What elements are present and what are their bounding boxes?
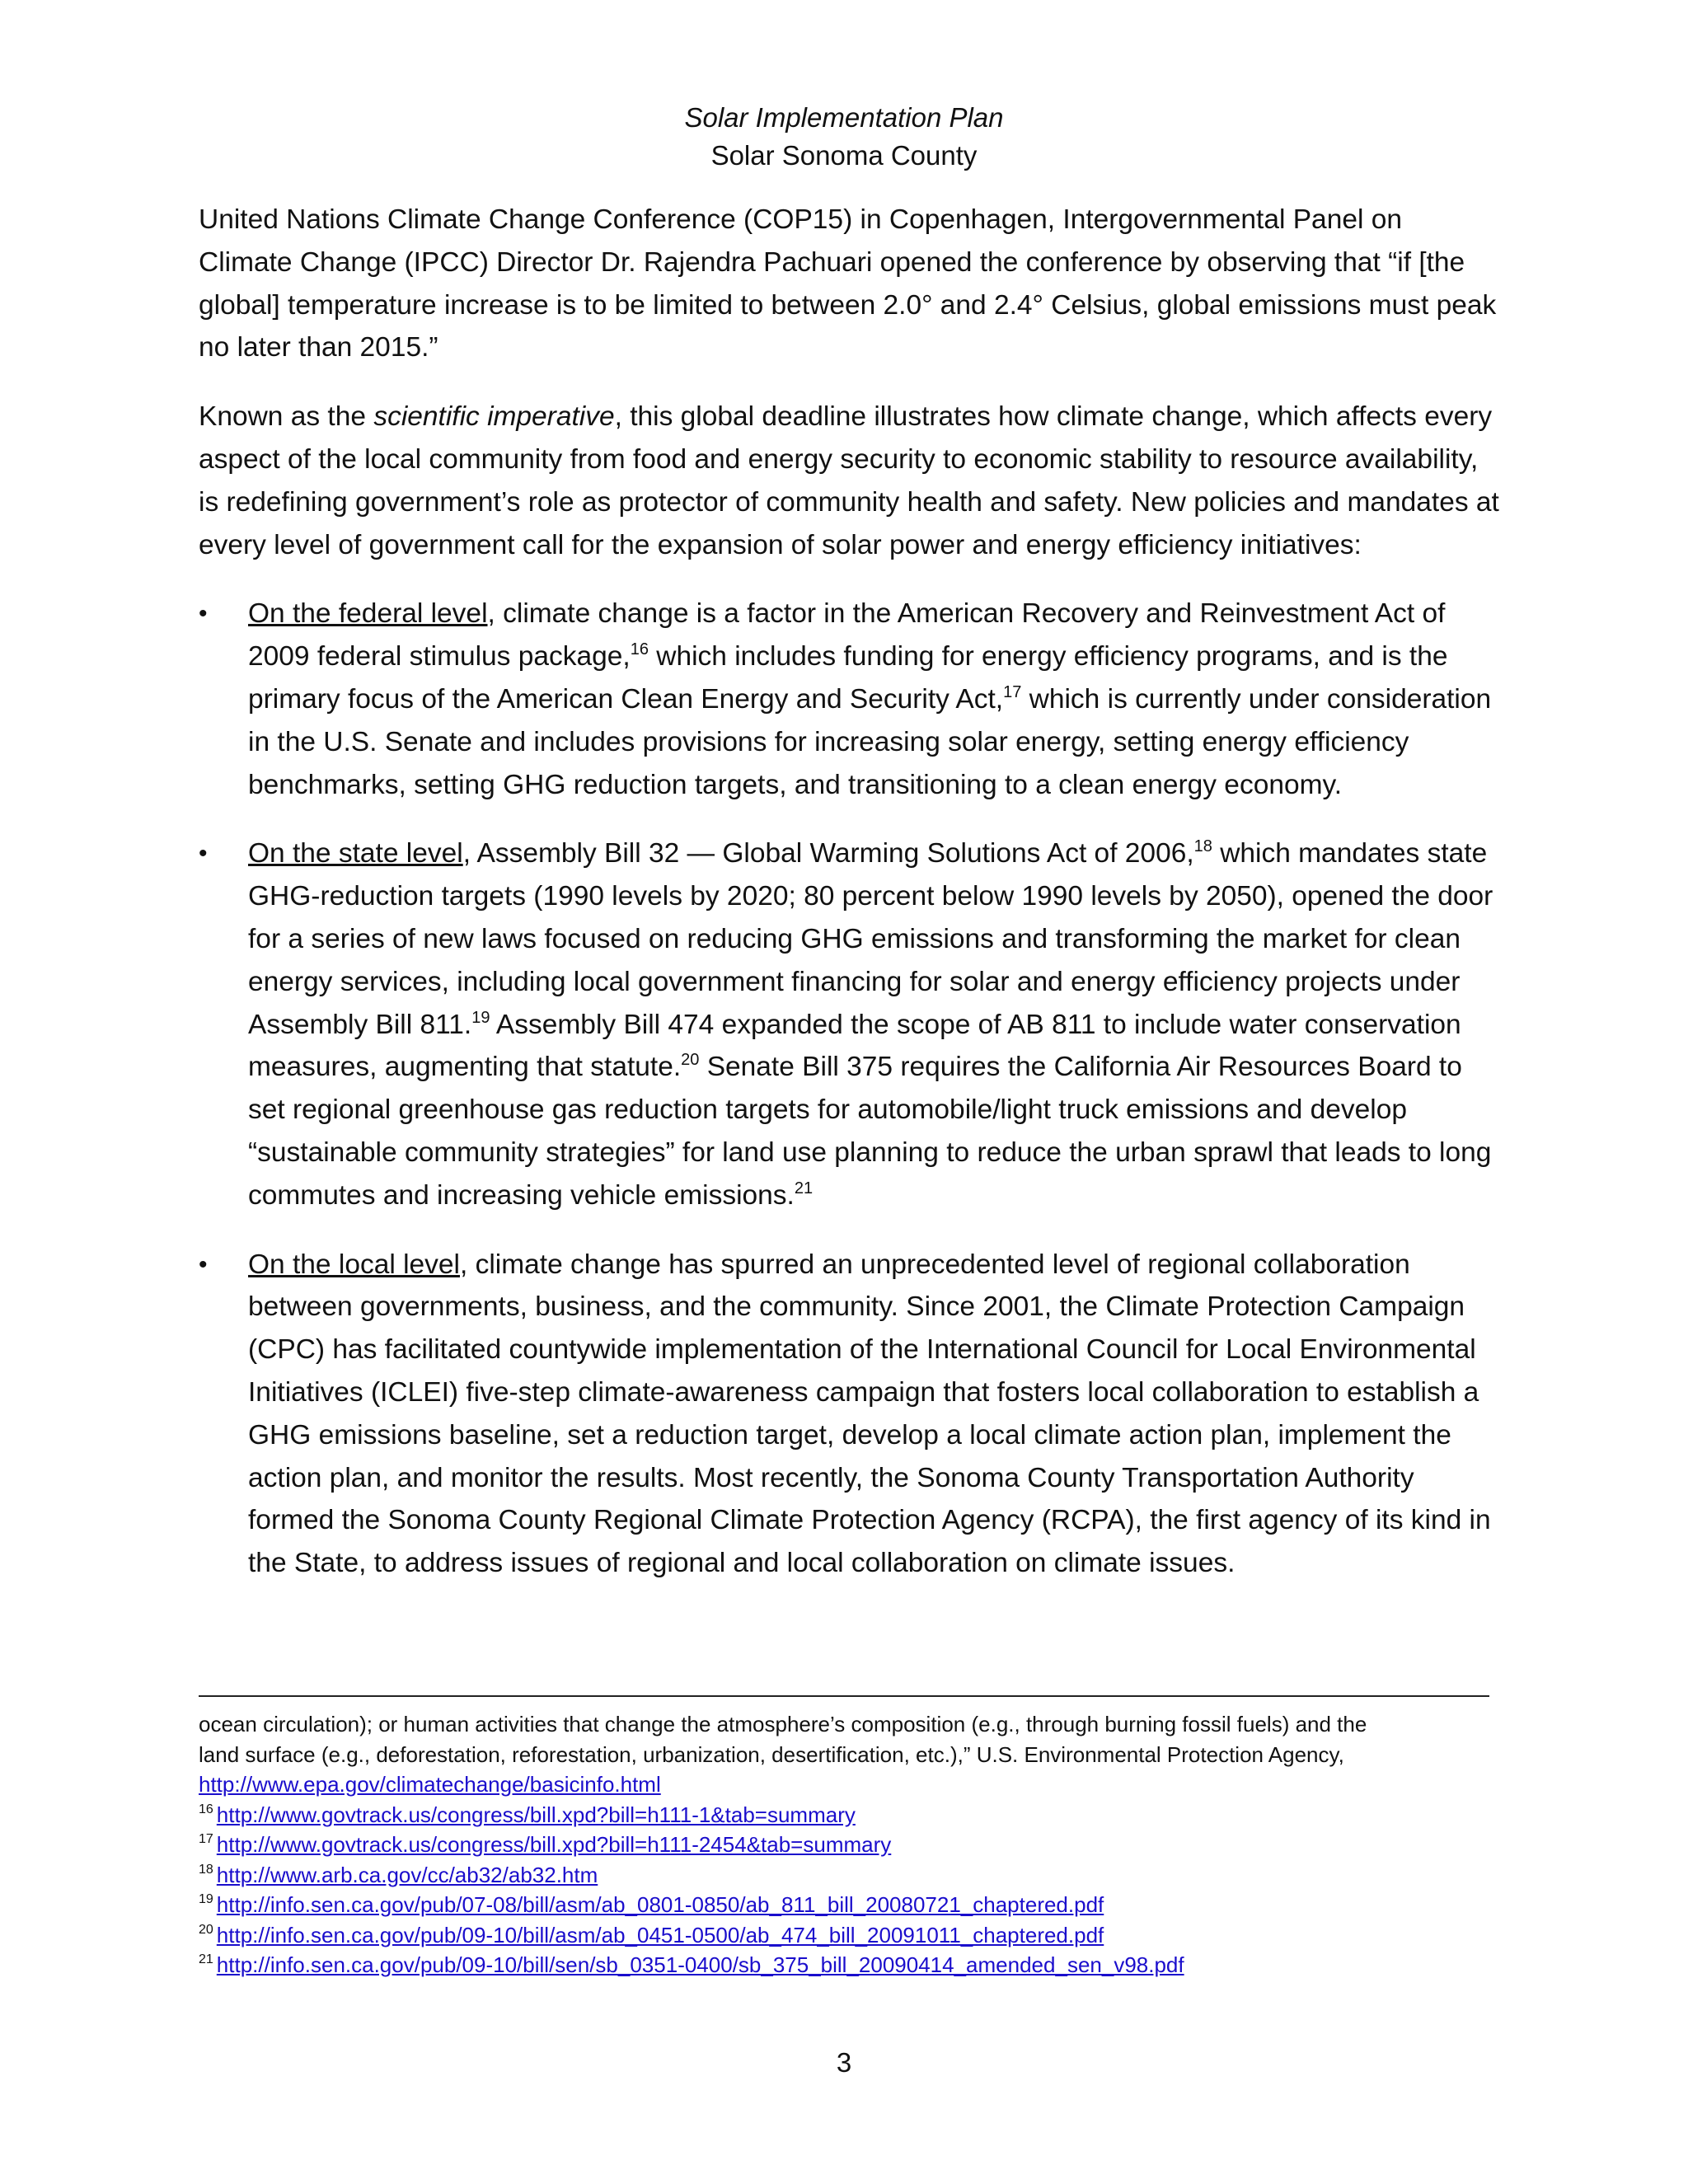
footnote-link[interactable]: http://info.sen.ca.gov/pub/09-10/bill/sen/sb_0351-0400/sb_375_bill_20090414_amended_sen_v98.pdf	[216, 1952, 1184, 1977]
footnote-19	[199, 1890, 1501, 1920]
federal-text: which includes funding for energy efficiency programs, and is the primary focus of the American Clean Energy and Security Act,	[248, 641, 1448, 715]
footnote-number: 18	[199, 1862, 213, 1877]
federal-text: which is currently under consideration in the U.S. Senate and includes provisions for increasing solar energy, setting energy efficiency benchmarks, setting GHG reduction targets, and transitioning to a clean energy economy.	[248, 683, 1492, 800]
footnote-continuation-link-row	[199, 1769, 1501, 1800]
footnote-ref[interactable]: 18	[1193, 837, 1212, 856]
federal-text: , climate change is a factor in the American Recovery and Reinvestment Act of 2009 federal stimulus package,	[248, 598, 1446, 673]
footnote-continuation-line: ocean circulation); or human activities that change the atmosphere’s composition (e.g., through burning fossil fuels) and the	[199, 1712, 1367, 1736]
footnote-link[interactable]: http://www.arb.ca.gov/cc/ab32/ab32.htm	[216, 1862, 598, 1887]
footnote-ref[interactable]: 16	[630, 640, 649, 659]
state-text: Assembly Bill 474 expanded the scope of AB 811 to include water conservation measures, augmenting that statute.	[248, 1009, 1461, 1083]
footnote-21	[199, 1950, 1501, 1980]
local-level-heading: On the local level	[248, 1249, 460, 1280]
footnote-ref[interactable]: 19	[471, 1008, 490, 1027]
list-item-state	[199, 832, 1501, 1216]
list-item-federal	[199, 593, 1501, 806]
government-level-list	[199, 593, 1501, 1585]
state-level-heading: On the state level	[248, 838, 463, 869]
paragraph-cop15: United Nations Climate Change Conference (COP15) in Copenhagen, Intergovernmental Panel on Climate Change (IPCC) Director Dr. Rajendra Pachuari opened the conference by observing that “if [the global] temperature increase is to be limited to between 2.0° and 2.4° Celsius, global emissions must peak no later than 2015.”	[199, 204, 1497, 363]
bullet-marker: •	[199, 840, 208, 868]
footnote-number: 21	[199, 1952, 213, 1966]
federal-level-heading: On the federal level	[248, 598, 488, 630]
running-header	[0, 99, 1688, 175]
body-text	[199, 199, 1501, 1611]
footnote-16	[199, 1800, 1501, 1830]
list-item-local	[199, 1244, 1501, 1585]
footnote-link[interactable]: http://www.govtrack.us/congress/bill.xpd?bill=h111-1&tab=summary	[216, 1802, 856, 1827]
local-text: , climate change has spurred an unprecedented level of regional collaboration between governments, business, and the community. Since 2001, the Climate Protection Campaign (CPC) has facilitated countywide implementation of the International Council for Local Environmental Initiatives (ICLEI) five-step climate-awareness campaign that fosters local collaboration to establish a GHG emissions baseline, set a reduction target, develop a local climate action plan, implement the action plan, and monitor the results. Most recently, the Sonoma County Transportation Authority formed the Sonoma County Regional Climate Protection Agency (RCPA), the first agency of its kind in the State, to address issues of regional and local collaboration on climate issues.	[248, 1249, 1491, 1579]
state-text: which mandates state GHG-reduction targets (1990 levels by 2020; 80 percent below 1990 levels by 2050), opened the door for a series of new laws focused on reducing GHG emissions and transforming the market for clean energy services, including local government financing for solar and energy efficiency projects under Assembly Bill 811.	[248, 838, 1493, 1040]
footnote-ref[interactable]: 17	[1003, 682, 1022, 701]
header-subtitle: Solar Sonoma County	[710, 140, 978, 171]
paragraph-text: , this global deadline illustrates how climate change, which affects every aspect of the local community from food and energy security to economic stability to resource availability, is redefining government’s role as protector of community health and safety. New policies and mandates at every level of government call for the expansion of solar power and energy efficiency initiatives:	[199, 401, 1499, 560]
footnote-link[interactable]: http://info.sen.ca.gov/pub/09-10/bill/asm/ab_0451-0500/ab_474_bill_20091011_chaptered.pdf	[216, 1922, 1104, 1947]
epa-link[interactable]: http://www.epa.gov/climatechange/basicinfo.html	[199, 1772, 661, 1797]
footnote-link[interactable]: http://info.sen.ca.gov/pub/07-08/bill/asm/ab_0801-0850/ab_811_bill_20080721_chaptered.pdf	[216, 1892, 1104, 1917]
footnote-number: 17	[199, 1832, 213, 1846]
footnote-continuation-line: land surface (e.g., deforestation, reforestation, urbanization, desertification, etc.),” U.S. Environmental Protection Agency,	[199, 1741, 1344, 1767]
footnote-number: 19	[199, 1892, 213, 1906]
bullet-marker: •	[199, 600, 208, 628]
footnote-18	[199, 1860, 1501, 1891]
footnote-separator	[199, 1695, 1489, 1697]
state-text: Senate Bill 375 requires the California Air Resources Board to set regional greenhouse gas reduction targets for automobile/light truck emissions and develop “sustainable community strategies” for land use planning to reduce the urban sprawl that leads to long commutes and increasing vehicle emissions.	[248, 1052, 1492, 1211]
footnote-17	[199, 1830, 1501, 1860]
emphasis-term: scientific imperative	[373, 401, 615, 433]
footnote-ref[interactable]: 20	[681, 1051, 700, 1070]
footnote-link[interactable]: http://www.govtrack.us/congress/bill.xpd?bill=h111-2454&tab=summary	[216, 1832, 892, 1857]
bullet-marker: •	[199, 1250, 208, 1278]
page-number: 3	[836, 2047, 852, 2078]
footnote-number: 16	[199, 1802, 213, 1816]
footnote-ref[interactable]: 21	[794, 1179, 814, 1197]
footnote-number: 20	[199, 1922, 213, 1937]
footnote-20	[199, 1920, 1501, 1951]
paragraph-scientific-imperative	[199, 396, 1501, 566]
header-title: Solar Implementation Plan	[684, 102, 1004, 133]
footnotes	[199, 1709, 1501, 1980]
state-text: , Assembly Bill 32 — Global Warming Solutions Act of 2006,	[462, 838, 1194, 869]
paragraph-text: Known as the	[199, 401, 374, 433]
